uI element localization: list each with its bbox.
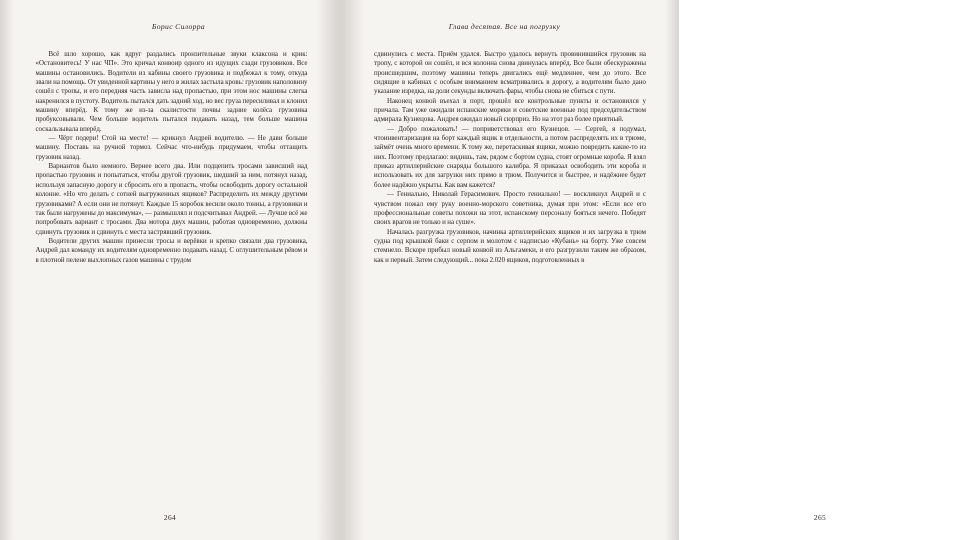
paragraph: сдвинулись с места. Приём удался. Быстро удалось вернуть провинившийся грузовик на тропу, с которой он сошёл, и вся колонна снова двинулась вперёд. Все были обескуражены происшедшим, поэтому машины теперь двигались ещё медленнее, чем до этого. Все сидящие в кабинах с особым вниманием всматривались в дорогу, а водителям было дано указание изредка, на доли секунды включать фары, чтобы снова не сбиться с пути.	[374, 51, 646, 96]
text-column-right	[374, 50, 646, 265]
running-head-right: Глава десятая. Все на погрузку	[448, 22, 561, 31]
page-number-left: 264	[163, 513, 177, 522]
page-left	[0, 0, 339, 540]
page-number-right: 265	[813, 513, 827, 522]
text-column-left	[36, 50, 308, 265]
paragraph: — Добро пожаловать! — поприветствовал его Кузнецов. — Сергей, я подумал, чтоинвентаризация на борт каждый ящик в отдельности, а потом распределять их в трюме, займёт очень много времени. К тому же, перетаскивая ящики, можно повредить какие-то из них. Поэтому предлагаю: видишь, там, рядом с бортом судна, стоят огромные короба. Я взял приказ артиллерийские снаряды большого калибра. Я приказал освободить эти короба и использовать их для загрузки них прямо в трюм. Получится и быстрее, и надёжнее будет более надёжно укрыты. Как вам кажется?	[374, 125, 646, 189]
paragraph: Началась разгрузка грузовиков, начинка артиллерийских ящиков и их загрузка в трюм судна под крышкой баки с серпом и молотом с надписью «Кубань» на борту. Уже совсем стемнело. Вскоре прибыл новый конвой из Альгамеки, и его разгрузили таким же образом, как и первый. Затем следующий... пока 2.020 ящиков, подготовленных в	[374, 228, 646, 264]
paragraph: Наконец конвой въехал в порт, прошёл все контрольные пункты и остановился у причала. Там уже ожидали испанские моряки и советские военные под председательством адмирала Кузнецова. Андрея ожидал новый сюрприз. Но на этот раз более приятный.	[374, 97, 646, 124]
paragraph: Вариантов было немного. Вернее всего два. Или подцепить тросами зависший над пропастью грузовик и попытаться, чтобы другой грузовик, шедший за ним, потянул назад, используя запасную дорогу и сбросить его в пропасть, чтобы освободить дорогу остальной колонне. «Но что делать с сотней выгруженных ящиков? Распределить их между другими грузовиками? А если они не потянут. Каждые 15 коробок весили около тонны, а грузовики и так были нагружены до максимума», — размышлял и подсчитывал Андрей. — Лучше всё же попробовать вариант с тросами. Два мотора двух машин, работая одновременно, должны сдвинуть грузовик и сдвинуть с места застрявший грузовик.	[35, 163, 308, 236]
running-head-left: Борис Силорра	[151, 22, 206, 31]
paragraph: — Чёрт подери! Стой на месте! — крикнул Андрей водителю. — Не дави больше машину. Поставь на ручной тормоз. Сейчас что-нибудь придумаем, чтобы оттащить грузовик назад.	[35, 135, 308, 161]
paragraph: Водители других машин принесли тросы и верёвки и крепко связали два грузовика, Андрей дал команду их водителям одновременно подавать назад. С оглушительным рёвом и в плотной пелене выхлопных газов машины с трудом	[35, 237, 308, 264]
page-right	[340, 0, 827, 540]
paragraph: Всё шло хорошо, как вдруг раздались пронзительные звуки клаксона и крик: «Остановитесь! У нас ЧП». Это кричал конвоир одного из идущих сзади грузовиков. Все машины остановились. Водители из кабины своего грузовика и подбежал к тому, откуда звали на помощь. От увиденной картины у него в жилах застыла кровь: грузовик наполовину сошёл с тропы, и его передняя часть зависла над пропастью, при этом нос машины слегка накренился в пустоту. Водитель пытался дать задний ход, но вес груза пересиливал и клонил машину вперёд. К тому же из-за скалистости почвы задние колёса грузовика пробуксовывали. Чем больше водитель пытался подавать назад, тем больше машина соскальзывала вперёд.	[35, 51, 308, 133]
paragraph: — Гениально, Николай Герасимович. Просто гениально! — воскликнул Андрей и с чувством пожал ему руку военно-морского советника, думая при этом: «Если все его профессиональные советы похожи на этот, испанскому персоналу бояться нечего. Победят своих врагов не только и на суше».	[374, 191, 646, 227]
